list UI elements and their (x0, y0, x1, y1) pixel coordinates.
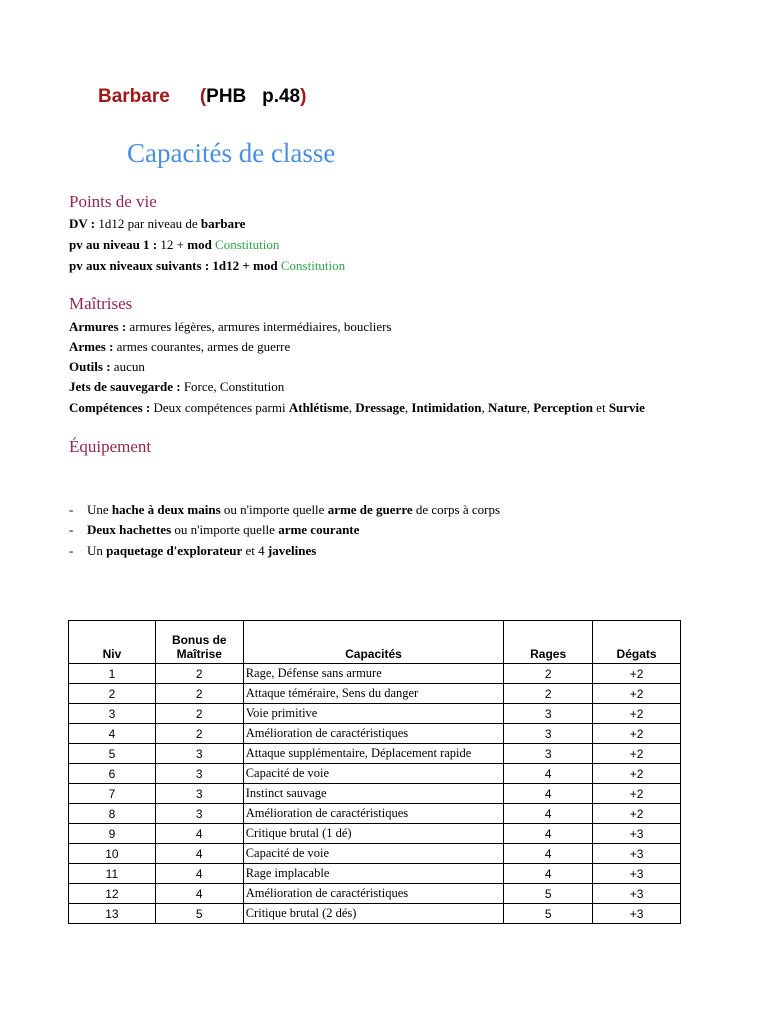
section-heading-hit-points: Points de vie (69, 192, 157, 211)
hp-level1-line (69, 237, 681, 253)
equipment-item (69, 522, 359, 538)
cell-cap: Amélioration de caractéristiques (243, 724, 504, 744)
hit-dice-line (69, 216, 681, 232)
cell-rages: 5 (504, 904, 593, 924)
cell-bonus: 4 (155, 844, 243, 864)
label: Armes : (69, 339, 114, 354)
table-row (69, 684, 681, 704)
cell-bonus: 3 (155, 764, 243, 784)
skill: Perception (533, 400, 593, 415)
table-row (69, 764, 681, 784)
cell-bonus: 2 (155, 704, 243, 724)
cell-niv: 12 (69, 884, 156, 904)
label: DV : (69, 216, 96, 231)
label: Armures : (69, 319, 127, 334)
cell-cap: Capacité de voie (243, 844, 504, 864)
equipment-item: hache à deux mains (111, 502, 221, 517)
cell-niv: 1 (69, 664, 156, 684)
equipment-text: de corps à corps (412, 502, 500, 517)
cell-rages: 4 (504, 844, 593, 864)
cell-bonus: 4 (155, 884, 243, 904)
cell-bonus: 4 (155, 864, 243, 884)
class-header (98, 86, 306, 108)
cell-bonus: 4 (155, 824, 243, 844)
section-heading-proficiencies: Maîtrises (69, 294, 133, 313)
equipment-item (69, 543, 316, 559)
cell-degats: +2 (593, 684, 681, 704)
sep: , (481, 400, 488, 415)
table-row (69, 724, 681, 744)
text: aucun (110, 359, 145, 374)
class-progression-table (68, 620, 681, 924)
cell-niv: 2 (69, 684, 156, 704)
cell-rages: 4 (504, 784, 593, 804)
label: Compétences : (69, 400, 151, 415)
sep: , (348, 400, 356, 415)
table-row (69, 804, 681, 824)
class-ref: barbare (200, 216, 246, 231)
cell-niv: 10 (69, 844, 156, 864)
stat: Constitution (215, 237, 280, 252)
table-row (69, 664, 681, 684)
cell-degats: +3 (593, 884, 681, 904)
stat: Constitution (280, 258, 346, 273)
text: armures légères, armures intermédiaires, boucliers (126, 319, 392, 334)
cell-cap: Voie primitive (243, 704, 504, 724)
equipment-item (69, 502, 500, 518)
cell-niv: 4 (69, 724, 156, 744)
cell-degats: +2 (593, 664, 681, 684)
table-row (69, 824, 681, 844)
cell-bonus: 3 (155, 784, 243, 804)
cell-bonus: 3 (155, 804, 243, 824)
cell-degats: +2 (593, 764, 681, 784)
col-header-capacites: Capacités (243, 621, 504, 664)
equipment-item: javelines (267, 543, 317, 558)
cell-bonus: 2 (155, 724, 243, 744)
text: 1d12 par niveau de (95, 216, 201, 231)
tools-line (69, 359, 681, 375)
paren-open: ( (199, 86, 207, 107)
cell-rages: 4 (504, 864, 593, 884)
table-row (69, 904, 681, 924)
saves-line (69, 379, 681, 395)
cell-niv: 8 (69, 804, 156, 824)
table-row (69, 884, 681, 904)
cell-niv: 6 (69, 764, 156, 784)
cell-cap: Attaque supplémentaire, Déplacement rapide (243, 744, 504, 764)
page-title: Capacités de classe (127, 138, 336, 168)
equipment-text: Un (87, 543, 107, 558)
cell-bonus: 5 (155, 904, 243, 924)
skill: Nature (487, 400, 527, 415)
cell-rages: 3 (504, 704, 593, 724)
cell-cap: Instinct sauvage (243, 784, 504, 804)
table-header-row (69, 621, 681, 664)
cell-degats: +2 (593, 704, 681, 724)
skills-line (69, 400, 681, 416)
header-line: Maîtrise (176, 647, 222, 661)
equipment-item: arme de guerre (327, 502, 413, 517)
text: 12 + (157, 237, 188, 252)
cell-bonus: 3 (155, 744, 243, 764)
cell-degats: +3 (593, 904, 681, 924)
skill: Dressage (355, 400, 405, 415)
col-header-bonus (155, 621, 243, 664)
cell-degats: +3 (593, 844, 681, 864)
col-header-niv: Niv (69, 621, 156, 664)
cell-degats: +2 (593, 784, 681, 804)
skill: Athlétisme (288, 400, 349, 415)
armor-line (69, 319, 681, 335)
table-row (69, 744, 681, 764)
equipment-item: Deux hachettes (87, 522, 172, 537)
cell-rages: 4 (504, 804, 593, 824)
skill: Intimidation (411, 400, 482, 415)
bullet-dash: - (69, 543, 74, 558)
equipment-text: et 4 (242, 543, 268, 558)
text: Force, Constitution (180, 379, 285, 394)
table-row (69, 864, 681, 884)
text: 1d12 + mod (209, 258, 281, 273)
col-header-degats: Dégats (593, 621, 681, 664)
cell-cap: Attaque téméraire, Sens du danger (243, 684, 504, 704)
cell-cap: Rage implacable (243, 864, 504, 884)
cell-cap: Critique brutal (2 dés) (243, 904, 504, 924)
cell-cap: Capacité de voie (243, 764, 504, 784)
sep: , (526, 400, 534, 415)
table-row (69, 704, 681, 724)
class-name: Barbare (98, 86, 170, 107)
hp-next-levels-line (69, 258, 681, 274)
sep: , (404, 400, 412, 415)
cell-degats: +2 (593, 804, 681, 824)
mod: mod (187, 237, 212, 252)
skill: Survie (608, 400, 645, 415)
equipment-text: Une (87, 502, 112, 517)
bullet-dash: - (69, 502, 74, 517)
cell-degats: +2 (593, 744, 681, 764)
weapons-line (69, 339, 681, 355)
equipment-item: paquetage d'explorateur (106, 543, 243, 558)
table-row (69, 784, 681, 804)
text: armes courantes, armes de guerre (113, 339, 291, 354)
cell-cap: Amélioration de caractéristiques (243, 804, 504, 824)
cell-rages: 3 (504, 724, 593, 744)
bullet-dash: - (69, 522, 74, 537)
cell-niv: 13 (69, 904, 156, 924)
cell-degats: +3 (593, 824, 681, 844)
sep: et (592, 400, 609, 415)
cell-cap: Amélioration de caractéristiques (243, 884, 504, 904)
section-heading-equipment: Équipement (69, 437, 152, 456)
cell-bonus: 2 (155, 684, 243, 704)
cell-rages: 3 (504, 744, 593, 764)
paren-close: ) (300, 86, 307, 107)
equipment-text: ou n'importe quelle (220, 502, 328, 517)
cell-niv: 3 (69, 704, 156, 724)
cell-cap: Critique brutal (1 dé) (243, 824, 504, 844)
cell-degats: +2 (593, 724, 681, 744)
cell-rages: 2 (504, 664, 593, 684)
cell-rages: 5 (504, 884, 593, 904)
label: Jets de sauvegarde : (69, 379, 181, 394)
text: Deux compétences parmi (150, 400, 289, 415)
table-row (69, 844, 681, 864)
col-header-rages: Rages (504, 621, 593, 664)
cell-rages: 4 (504, 764, 593, 784)
cell-rages: 4 (504, 824, 593, 844)
label: pv aux niveaux suivants : (69, 258, 210, 273)
cell-rages: 2 (504, 684, 593, 704)
cell-niv: 7 (69, 784, 156, 804)
cell-cap: Rage, Défense sans armure (243, 664, 504, 684)
equipment-item: arme courante (278, 522, 360, 537)
label: pv au niveau 1 : (69, 237, 158, 252)
label: Outils : (69, 359, 111, 374)
cell-niv: 11 (69, 864, 156, 884)
book-reference: PHB p.48 (206, 86, 301, 107)
cell-bonus: 2 (155, 664, 243, 684)
cell-niv: 5 (69, 744, 156, 764)
cell-degats: +3 (593, 864, 681, 884)
cell-niv: 9 (69, 824, 156, 844)
equipment-text: ou n'importe quelle (171, 522, 279, 537)
table-body (69, 664, 681, 924)
header-line: Bonus de (171, 633, 227, 647)
